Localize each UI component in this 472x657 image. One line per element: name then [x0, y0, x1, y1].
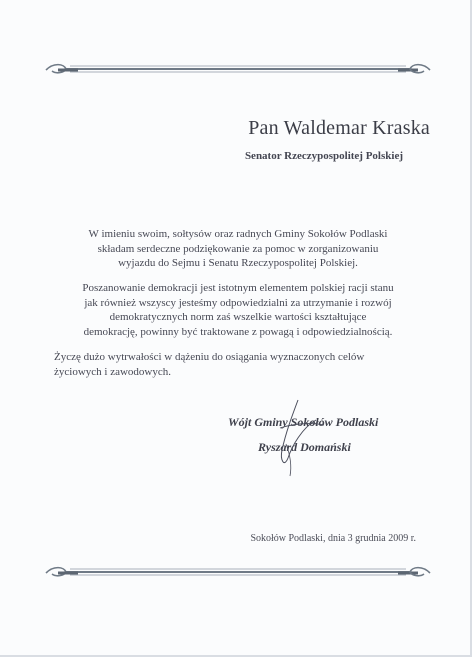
- paragraph-wishes: [54, 350, 434, 379]
- paragraph-thanks: [48, 227, 428, 271]
- paragraph-line: Poszanowanie demokracji jest istotnym elementem polskiej racji stanu: [82, 282, 394, 294]
- place-and-date: Sokołów Podlaski, dnia 3 grudnia 2009 r.: [250, 533, 416, 544]
- decorative-rule-icon: [42, 58, 434, 80]
- recipient-title: Senator Rzeczypospolitej Polskiej: [244, 150, 403, 162]
- decorative-rule-icon: [42, 561, 434, 583]
- handwritten-signature-icon: [262, 398, 332, 478]
- signatory-office: Wójt Gminy Sokołów Podlaski: [228, 415, 379, 429]
- paragraph-line: życiowych i zawodowych.: [54, 365, 171, 378]
- signatory-name: Ryszard Domański: [258, 440, 351, 454]
- paragraph-line: wyjazdu do Sejmu i Senatu Rzeczypospolitej Polskiej.: [118, 257, 358, 269]
- paragraph-line: składam serdeczne podziękowanie za pomoc w zorganizowaniu: [97, 242, 379, 255]
- paragraph-line: demokrację, powinny być traktowane z powagą i odpowiedzialnością.: [83, 325, 393, 338]
- paragraph-line: W imieniu swoim, sołtysów oraz radnych Gminy Sokołów Podlaski: [88, 228, 388, 240]
- paragraph-line: jak również wszyscy jesteśmy odpowiedzialni za utrzymanie i rozwój: [84, 296, 392, 309]
- paragraph-line: demokratycznych norm zaś wszelkie wartości kształtujące: [109, 311, 367, 323]
- paragraph-democracy: [48, 281, 428, 339]
- recipient-name: Pan Waldemar Kraska: [248, 117, 430, 139]
- paragraph-line: Życzę dużo wytrwałości w dążeniu do osiągania wyznaczonych celów: [54, 351, 365, 363]
